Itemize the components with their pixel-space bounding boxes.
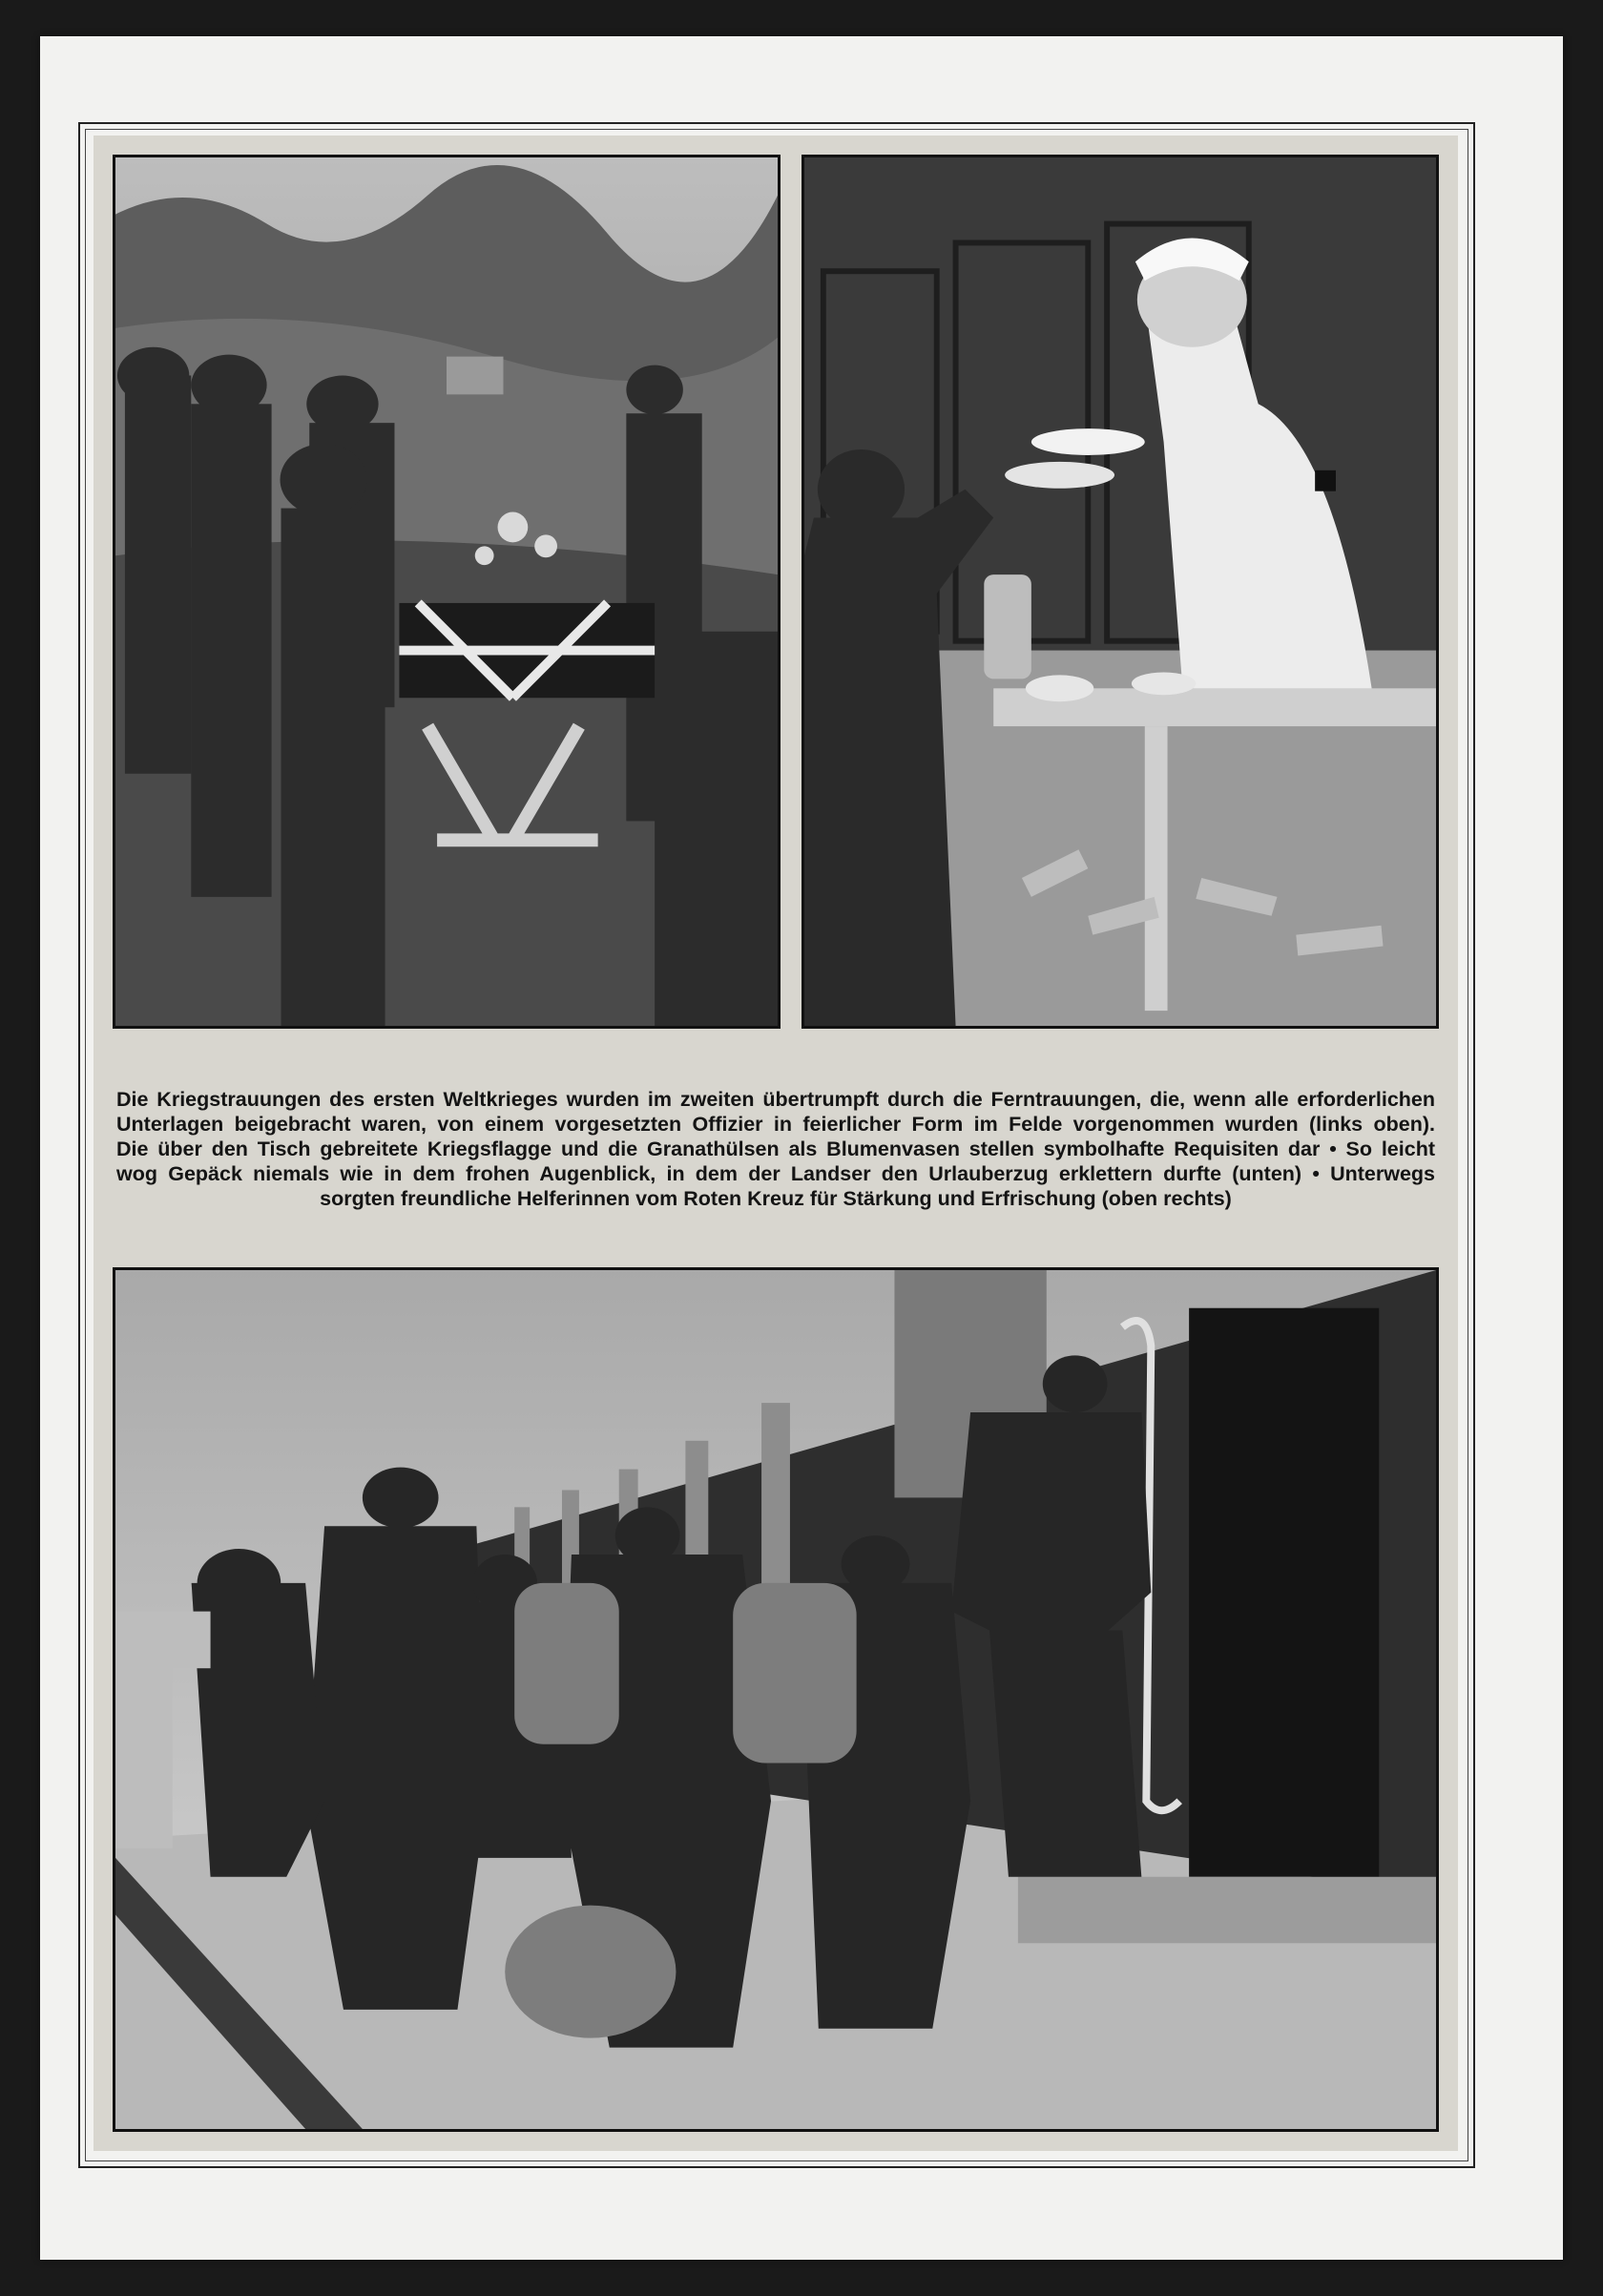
album-page (40, 36, 1563, 2260)
caption-line-4: wog Gepäck niemals wie in dem frohen Augenblick, in dem der Landser den Urlauberzug erklettern durfte (unten) • Unterwegs (116, 1162, 1435, 1185)
caption-line-3: Die über den Tisch gebreitete Kriegsflagge und die Granathülsen als Blumenvasen stellen symbolhafte Requisiten dar • So leicht (116, 1138, 1435, 1160)
field-wedding-image (115, 157, 778, 1026)
caption-line-2: Unterlagen beigebracht waren, von einem vorgesetzten Offizier in feierlicher Form im Felde vorgenommen wurden (links oben). (116, 1113, 1435, 1136)
photo-caption (116, 1038, 1435, 1260)
field-wedding-photo (113, 155, 781, 1029)
soldiers-boarding-train-image (115, 1270, 1436, 2129)
caption-line-5: sorgten freundliche Helferinnen vom Roten Kreuz für Stärkung und Erfrischung (oben rechts) (320, 1187, 1232, 1210)
newspaper-clipping (94, 136, 1458, 2151)
red-cross-nurse-image (804, 157, 1436, 1026)
soldiers-boarding-train-photo (113, 1267, 1439, 2132)
red-cross-nurse-photo (802, 155, 1439, 1029)
caption-line-1: Die Kriegstrauungen des ersten Weltkrieges wurden im zweiten übertrumpft durch die Ferntrauungen, die, wenn alle erforderlichen (116, 1088, 1435, 1111)
